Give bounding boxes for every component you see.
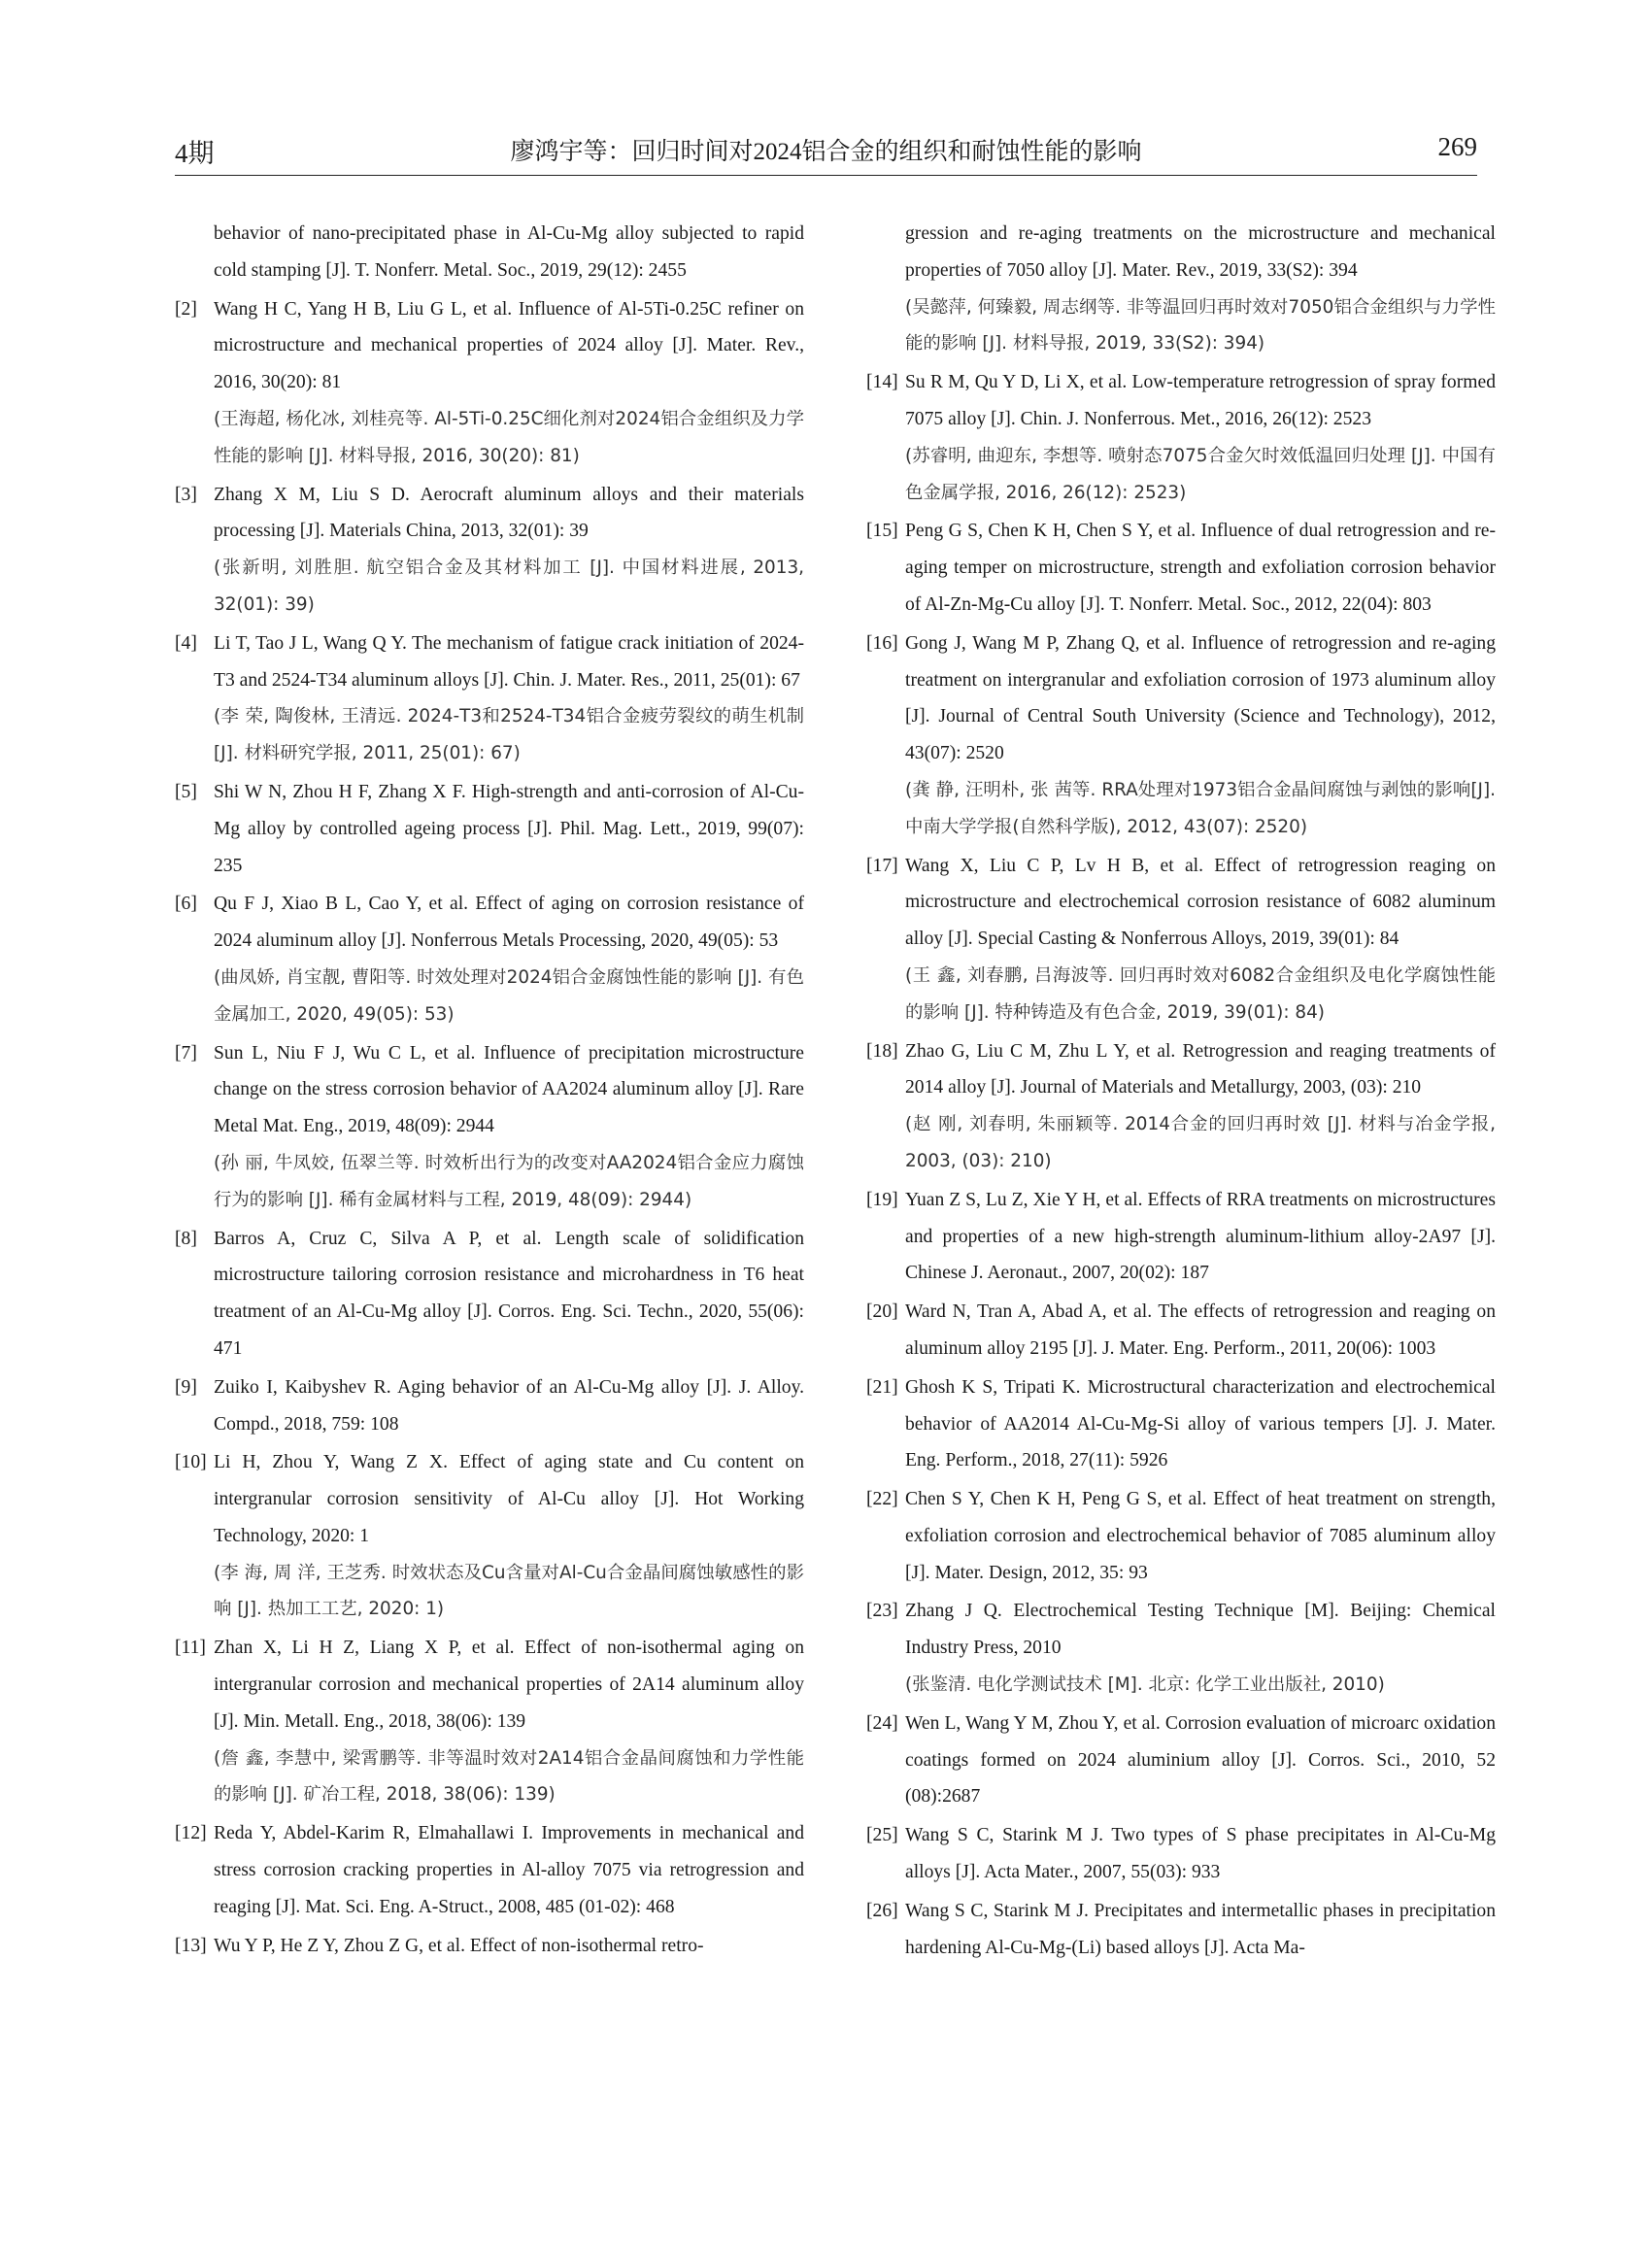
reference-number: [4] <box>175 632 197 654</box>
reference-text-en: Wang S C, Starink M J. Two types of S phase precipitates in Al-Cu-Mg alloys [J]. Acta Mater., 2007, 55(03): 933 <box>905 1825 1496 1883</box>
reference-number: [3] <box>175 484 197 505</box>
running-title: 廖鸿宇等：回归时间对2024铝合金的组织和耐蚀性能的影响 <box>510 139 1142 165</box>
reference-entry <box>175 1928 804 1965</box>
reference-text-en: gression and re-aging treatments on the microstructure and mechanical properties of 7050 alloy [J]. Mater. Rev., 2019, 33(S2): 394 <box>905 223 1496 281</box>
page-header <box>175 132 1477 171</box>
reference-entry <box>175 216 804 289</box>
reference-number: [18] <box>866 1040 898 1062</box>
reference-entry <box>175 1444 804 1628</box>
reference-number: [16] <box>866 632 898 654</box>
reference-number: [26] <box>866 1900 898 1921</box>
reference-text-zh: (李 荣, 陶俊林, 王清远. 2024-T3和2524-T34铝合金疲劳裂纹的萌生机制 [J]. 材料研究学报, 2011, 25(01): 67) <box>214 706 804 764</box>
reference-text-zh: (张鉴清. 电化学测试技术 [M]. 北京: 化学工业出版社, 2010) <box>905 1674 1385 1696</box>
reference-text-en: Zhang X M, Liu S D. Aerocraft aluminum alloys and their materials processing [J]. Materials China, 2013, 32(01): 39 <box>214 484 804 542</box>
reference-text-en: Barros A, Cruz C, Silva A P, et al. Length scale of solidification microstructure tailoring corrosion resistance and microhardness in T6 heat treatment of an Al-Cu-Mg alloy [J]. Corros. Eng. Sci. Techn., 2020, 55(06): 471 <box>214 1228 804 1359</box>
reference-number: [2] <box>175 298 197 320</box>
reference-text-en: Wang H C, Yang H B, Liu G L, et al. Influence of Al-5Ti-0.25C refiner on microstructure and mechanical properties of 2024 alloy [J]. Mater. Rev., 2016, 30(20): 81 <box>214 298 804 393</box>
reference-text-en: Gong J, Wang M P, Zhang Q, et al. Influence of retrogression and re-aging treatment on intergranular and exfoliation corrosion of 1973 aluminum alloy [J]. Journal of Central South University (Science and Technology), 2012, 43(07): 2520 <box>905 632 1496 764</box>
reference-text-zh: (曲凤娇, 肖宝靓, 曹阳等. 时效处理对2024铝合金腐蚀性能的影响 [J]. 有色金属加工, 2020, 49(05): 53) <box>214 966 804 1025</box>
reference-number: [5] <box>175 781 197 802</box>
reference-text-zh: (孙 丽, 牛凤姣, 伍翠兰等. 时效析出行为的改变对AA2024铝合金应力腐蚀行为的影响 [J]. 稀有金属材料与工程, 2019, 48(09): 2944) <box>214 1152 804 1210</box>
reference-number: [7] <box>175 1042 197 1064</box>
reference-entry <box>175 291 804 475</box>
reference-entry <box>866 1817 1496 1891</box>
reference-text-en: Su R M, Qu Y D, Li X, et al. Low-temperature retrogression of spray formed 7075 alloy [J]. Chin. J. Nonferrous. Met., 2016, 26(12): 2523 <box>905 372 1496 429</box>
reference-text-en: Qu F J, Xiao B L, Cao Y, et al. Effect of aging on corrosion resistance of 2024 aluminum alloy [J]. Nonferrous Metals Processing, 2020, 49(05): 53 <box>214 894 804 952</box>
reference-number: [12] <box>175 1823 207 1844</box>
reference-text-zh: (赵 刚, 刘春明, 朱丽颖等. 2014合金的回归再时效 [J]. 材料与冶金学报, 2003, (03): 210) <box>905 1114 1496 1171</box>
reference-entry <box>866 216 1496 362</box>
reference-number: [15] <box>866 521 898 542</box>
reference-text-en: Shi W N, Zhou H F, Zhang X F. High-strength and anti-corrosion of Al-Cu-Mg alloy by controlled ageing process [J]. Phil. Mag. Lett., 2019, 99(07): 235 <box>214 781 804 876</box>
reference-entry <box>866 848 1496 1031</box>
reference-column-right <box>866 216 1496 1968</box>
reference-entry <box>866 513 1496 623</box>
reference-number: [9] <box>175 1376 197 1398</box>
reference-number: [8] <box>175 1228 197 1249</box>
reference-text-en: Zuiko I, Kaibyshev R. Aging behavior of an Al-Cu-Mg alloy [J]. J. Alloy. Compd., 2018, 759: 108 <box>214 1376 804 1435</box>
reference-number: [25] <box>866 1825 898 1846</box>
reference-text-en: Wen L, Wang Y M, Zhou Y, et al. Corrosion evaluation of microarc oxidation coatings formed on 2024 aluminium alloy [J]. Corros. Sci., 2010, 52 (08):2687 <box>905 1712 1496 1808</box>
reference-entry <box>866 1182 1496 1292</box>
reference-text-en: Reda Y, Abdel-Karim R, Elmahallawi I. Improvements in mechanical and stress corrosion cracking properties in Al-alloy 7075 via retrogression and reaging [J]. Mat. Sci. Eng. A-Struct., 2008, 485 (01-02): 468 <box>214 1823 804 1917</box>
reference-number: [13] <box>175 1935 207 1956</box>
reference-entry <box>175 886 804 1032</box>
reference-text-en: Zhan X, Li H Z, Liang X P, et al. Effect of non-isothermal aging on intergranular corrosion and mechanical properties of 2A14 aluminum alloy [J]. Min. Metall. Eng., 2018, 38(06): 139 <box>214 1638 804 1732</box>
reference-number: [20] <box>866 1301 898 1323</box>
reference-text-en: Yuan Z S, Lu Z, Xie Y H, et al. Effects of RRA treatments on microstructures and properties of a new high-strength aluminum-lithium alloy-2A97 [J]. Chinese J. Aeronaut., 2007, 20(02): 187 <box>905 1189 1496 1284</box>
reference-entry <box>175 1221 804 1368</box>
reference-text-zh: (王海超, 杨化冰, 刘桂亮等. Al-5Ti-0.25C细化剂对2024铝合金组织及力学性能的影响 [J]. 材料导报, 2016, 30(20): 81) <box>214 408 804 466</box>
reference-number: [19] <box>866 1189 898 1210</box>
reference-text-en: Wang S C, Starink M J. Precipitates and intermetallic phases in precipitation hardening Al-Cu-Mg-(Li) based alloys [J]. Acta Ma- <box>905 1900 1496 1958</box>
reference-entry <box>866 1593 1496 1703</box>
reference-text-zh: (李 海, 周 洋, 王芝秀. 时效状态及Cu含量对Al-Cu合金晶间腐蚀敏感性的影响 [J]. 热加工工艺, 2020: 1) <box>214 1562 804 1620</box>
reference-text-zh: (王 鑫, 刘春鹏, 吕海波等. 回归再时效对6082合金组织及电化学腐蚀性能的影响 [J]. 特种铸造及有色合金, 2019, 39(01): 84) <box>905 964 1496 1023</box>
reference-number: [17] <box>866 855 898 876</box>
reference-entry <box>866 1369 1496 1479</box>
reference-entry <box>866 1706 1496 1815</box>
reference-entry <box>175 1815 804 1925</box>
issue-number: 4期 <box>175 139 215 168</box>
reference-text-zh: (龚 静, 汪明朴, 张 茜等. RRA处理对1973铝合金晶间腐蚀与剥蚀的影响[J]. 中南大学学报(自然科学版), 2012, 43(07): 2520) <box>905 779 1496 837</box>
reference-entry <box>175 625 804 772</box>
reference-entry <box>175 477 804 624</box>
reference-entry <box>866 1033 1496 1180</box>
reference-text-zh: (张新明, 刘胜胆. 航空铝合金及其材料加工 [J]. 中国材料进展, 2013, 32(01): 39) <box>214 558 804 615</box>
reference-entry <box>175 774 804 884</box>
reference-text-en: Ghosh K S, Tripati K. Microstructural characterization and electrochemical behavior of AA2014 Al-Cu-Mg-Si alloy of various tempers [J]. J. Mater. Eng. Perform., 2018, 27(11): 5926 <box>905 1376 1496 1471</box>
reference-number: [21] <box>866 1376 898 1398</box>
reference-entry <box>175 1035 804 1219</box>
reference-text-en: Li T, Tao J L, Wang Q Y. The mechanism of fatigue crack initiation of 2024-T3 and 2524-T34 aluminum alloys [J]. Chin. J. Mater. Res., 2011, 25(01): 67 <box>214 632 804 691</box>
reference-number: [14] <box>866 372 898 393</box>
reference-entry <box>866 364 1496 511</box>
reference-entry <box>866 1294 1496 1368</box>
reference-number: [23] <box>866 1601 898 1622</box>
reference-text-en: Sun L, Niu F J, Wu C L, et al. Influence of precipitation microstructure change on the stress corrosion behavior of AA2024 aluminum alloy [J]. Rare Metal Mat. Eng., 2019, 48(09): 2944 <box>214 1042 804 1137</box>
reference-number: [24] <box>866 1712 898 1734</box>
reference-column-left <box>175 216 804 1966</box>
reference-number: [6] <box>175 894 197 915</box>
reference-text-en: Chen S Y, Chen K H, Peng G S, et al. Effect of heat treatment on strength, exfoliation corrosion and electrochemical behavior of 7085 aluminum alloy [J]. Mater. Design, 2012, 35: 93 <box>905 1489 1496 1583</box>
reference-entry <box>175 1630 804 1813</box>
reference-text-en: Wu Y P, He Z Y, Zhou Z G, et al. Effect of non-isothermal retro- <box>214 1935 704 1956</box>
reference-number: [11] <box>175 1638 206 1659</box>
reference-text-en: behavior of nano-precipitated phase in Al-Cu-Mg alloy subjected to rapid cold stamping [J]. T. Nonferr. Metal. Soc., 2019, 29(12): 2455 <box>214 223 804 281</box>
reference-text-zh: (苏睿明, 曲迎东, 李想等. 喷射态7075合金欠时效低温回归处理 [J]. 中国有色金属学报, 2016, 26(12): 2523) <box>905 445 1496 503</box>
reference-text-en: Ward N, Tran A, Abad A, et al. The effects of retrogression and reaging on aluminum alloy 2195 [J]. J. Mater. Eng. Perform., 2011, 20(06): 1003 <box>905 1301 1496 1359</box>
reference-entry <box>866 1893 1496 1967</box>
reference-number: [22] <box>866 1489 898 1510</box>
reference-text-en: Zhang J Q. Electrochemical Testing Technique [M]. Beijing: Chemical Industry Press, 2010 <box>905 1601 1496 1659</box>
reference-entry <box>866 1481 1496 1591</box>
reference-text-en: Wang X, Liu C P, Lv H B, et al. Effect of retrogression reaging on microstructure and electrochemical corrosion resistance of 6082 aluminum alloy [J]. Special Casting & Nonferrous Alloys, 2019, 39(01): 84 <box>905 855 1496 950</box>
reference-text-en: Zhao G, Liu C M, Zhu L Y, et al. Retrogression and reaging treatments of 2014 alloy [J]. Journal of Materials and Metallurgy, 2003, (03): 210 <box>905 1040 1496 1098</box>
reference-text-zh: (吴懿萍, 何臻毅, 周志纲等. 非等温回归再时效对7050铝合金组织与力学性能的影响 [J]. 材料导报, 2019, 33(S2): 394) <box>905 296 1496 355</box>
reference-text-zh: (詹 鑫, 李慧中, 梁霄鹏等. 非等温时效对2A14铝合金晶间腐蚀和力学性能的影响 [J]. 矿冶工程, 2018, 38(06): 139) <box>214 1747 804 1806</box>
reference-number: [10] <box>175 1452 207 1473</box>
reference-entry <box>175 1369 804 1443</box>
header-rule <box>175 175 1477 176</box>
reference-text-en: Peng G S, Chen K H, Chen S Y, et al. Influence of dual retrogression and re-aging temper on microstructure, strength and exfoliation corrosion behavior of Al-Zn-Mg-Cu alloy [J]. T. Nonferr. Metal. Soc., 2012, 22(04): 803 <box>905 521 1496 615</box>
reference-text-en: Li H, Zhou Y, Wang Z X. Effect of aging state and Cu content on intergranular corrosion sensitivity of Al-Cu alloy [J]. Hot Working Technology, 2020: 1 <box>214 1452 804 1546</box>
page-number: 269 <box>1437 132 1477 161</box>
reference-entry <box>866 625 1496 846</box>
